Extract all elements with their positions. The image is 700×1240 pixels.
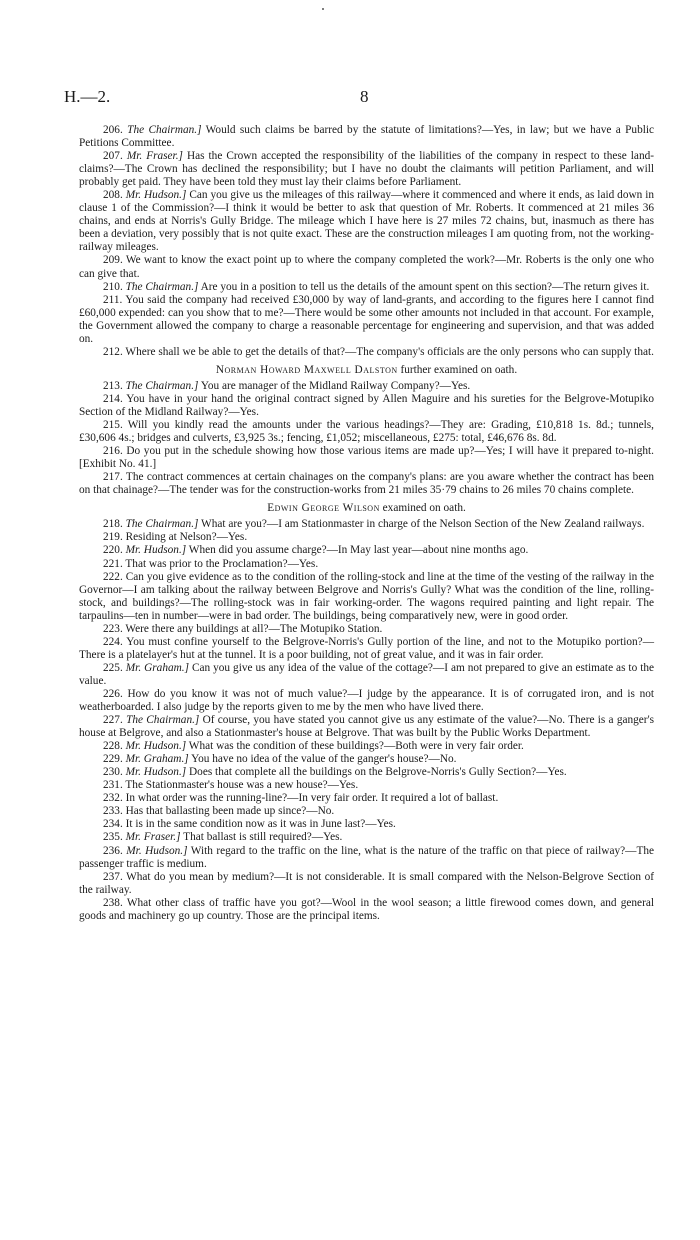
- question-number: 238.: [103, 896, 123, 909]
- question-text: Do you put in the schedule showing how those various items are made up?—Yes; I will have it prepared to-night. [Exhibit No. 41.]: [79, 445, 654, 471]
- question-paragraph: [79, 792, 654, 805]
- question-number: 236.: [103, 844, 123, 857]
- question-text: Does that complete all the buildings on the Belgrove-Norris's Gully Section?—Yes.: [186, 766, 567, 779]
- question-paragraph: [79, 805, 654, 818]
- question-text: The Stationmaster's house was a new house?—Yes.: [122, 779, 359, 792]
- question-number: 219.: [103, 531, 123, 544]
- speaker-name: Mr. Hudson.]: [125, 189, 187, 202]
- question-number: 215.: [103, 419, 123, 432]
- question-paragraph: [79, 189, 654, 254]
- question-text: Can you give us the mileages of this railway—where it commenced and where it ends, as laid down in clause 1 of the Commission?—I think it would be better to ask that question of Mr. Roberts. It commenced at 21 miles 36 chains, and ends at Norris's Gully Bridge. The mileage which I have here is 27 miles 72 chains, but, inasmuch as there has been a deviation, very possibly that is not quite exact. These are the construction mileages I am quoting from, not the working-railway mileages.: [79, 189, 655, 254]
- question-number: 228.: [103, 740, 123, 753]
- question-text: Where shall we be able to get the details of that?—The company's officials are the only persons who can supply that.: [122, 345, 654, 358]
- question-paragraph: [79, 871, 654, 897]
- question-text: What other class of traffic have you got?—Wool in the wool season; a little firewood comes down, and general goods and machinery go up country. Those are the principal items.: [79, 896, 654, 922]
- question-number: 233.: [103, 805, 123, 818]
- question-paragraph: [79, 294, 654, 346]
- page-number: 8: [360, 87, 369, 106]
- question-number: 216.: [103, 445, 123, 458]
- question-text: What are you?—I am Stationmaster in charge of the Nelson Section of the New Zealand railways.: [198, 518, 645, 531]
- speaker-name: Mr. Hudson.]: [125, 740, 187, 753]
- question-paragraph: [79, 558, 654, 571]
- question-text: You said the company had received £30,000 by way of land-grants, and according to the figures here I cannot find £60,000 expended: can you show that to me?—There would be some other amounts not included in that account. For example, the Government allowed the company to charge a reasonable percentage for engineering and supervision, and that was added on.: [79, 293, 654, 345]
- question-text: With regard to the traffic on the line, what is the nature of the traffic on that piece of railway?—The passenger traffic is medium.: [79, 844, 655, 870]
- question-number: 232.: [103, 792, 123, 805]
- question-number: 221.: [103, 557, 123, 570]
- speaker-name: Mr. Hudson.]: [126, 844, 188, 857]
- question-number: 224.: [103, 635, 123, 648]
- question-number: 222.: [103, 570, 123, 583]
- question-text: Has that ballasting been made up since?—No.: [122, 805, 335, 818]
- question-number: 237.: [103, 870, 123, 883]
- question-paragraph: [79, 419, 654, 445]
- question-text: Residing at Nelson?—Yes.: [122, 531, 248, 544]
- question-number: 213.: [103, 379, 123, 392]
- question-number: 208.: [103, 189, 123, 202]
- question-text: Can you give evidence as to the condition of the rolling-stock and line at the time of the vesting of the railway in the Governor—I am talking about the railway between Belgrove and Norris's Gully? What was the condition of the line, rolling-stock, and buildings?—The rolling-stock was in fair working-order. The wagons required painting and light repair. The tarpaulins—ten in number—were in bad order. The buildings, being comparatively new, were in good order.: [79, 570, 654, 622]
- question-paragraph: [79, 544, 654, 557]
- speaker-name: The Chairman.]: [126, 714, 200, 727]
- question-paragraph: [79, 714, 654, 740]
- question-text: The contract commences at certain chainages on the company's plans: are you aware whether the contract has been on that chainage?—The tender was for the construction-works from 21 miles 35·79 chains to 26 miles 70 chains complete.: [79, 471, 654, 497]
- question-number: 220.: [103, 544, 123, 557]
- question-paragraph: [79, 831, 654, 844]
- question-text: You must confine yourself to the Belgrove-Norris's Gully portion of the line, and not to the Motupiko portion?—There is a platelayer's hut at the tunnel. It is a poor building, not of great value, and it was in fair order.: [79, 635, 654, 661]
- question-paragraph: [79, 818, 654, 831]
- question-number: 214.: [103, 392, 123, 405]
- question-number: 230.: [103, 766, 123, 779]
- question-number: 217.: [103, 471, 123, 484]
- question-paragraph: [79, 779, 654, 792]
- page-header: [64, 87, 654, 109]
- question-paragraph: [79, 518, 654, 531]
- question-paragraph: [79, 623, 654, 636]
- question-text: That was prior to the Proclamation?—Yes.: [122, 557, 319, 570]
- question-number: 209.: [103, 254, 123, 267]
- print-mark: [322, 8, 324, 10]
- speaker-name: Mr. Fraser.]: [125, 831, 181, 844]
- question-text: You have in your hand the original contract signed by Allen Maguire and his sureties for the Belgrove-Motupiko Section of the Midland Railway?—Yes.: [79, 392, 654, 418]
- question-paragraph: [79, 471, 654, 497]
- question-number: 210.: [103, 280, 123, 293]
- question-paragraph: [79, 897, 654, 923]
- question-number: 212.: [103, 345, 123, 358]
- speaker-name: The Chairman.]: [127, 124, 202, 136]
- question-number: 231.: [103, 779, 123, 792]
- question-text: What was the condition of these buildings?—Both were in very fair order.: [186, 740, 524, 753]
- document-body: [79, 124, 654, 923]
- question-paragraph: [79, 150, 654, 189]
- question-text: How do you know it was not of much value?—I judge by the appearance. It is of corrugated iron, and is not weatherboarded. I also judge by the reports given to me by the men who have lived there.: [79, 687, 654, 714]
- question-number: 211.: [103, 293, 123, 306]
- question-paragraph: [79, 393, 654, 419]
- question-text: In what order was the running-line?—In very fair order. It required a lot of ballast.: [122, 792, 499, 805]
- question-text: Are you in a position to tell us the details of the amount spent on this section?—The return gives it.: [198, 280, 650, 293]
- speaker-name: Mr. Graham.]: [125, 661, 189, 674]
- speaker-name: Mr. Graham.]: [125, 753, 189, 766]
- question-text: When did you assume charge?—In May last year—about nine months ago.: [186, 544, 529, 557]
- heading-tail: further examined on oath.: [397, 363, 518, 376]
- question-paragraph: [79, 346, 654, 359]
- question-paragraph: [79, 254, 654, 280]
- question-number: 226.: [103, 687, 123, 700]
- speaker-name: The Chairman.]: [125, 280, 199, 293]
- speaker-name: Mr. Fraser.]: [126, 150, 183, 163]
- question-text: Can you give us any idea of the value of the cottage?—I am not prepared to give an estimate as to the value.: [79, 661, 654, 687]
- heading-tail: examined on oath.: [379, 502, 466, 515]
- question-paragraph: [79, 766, 654, 779]
- question-text: We want to know the exact point up to where the company completed the work?—Mr. Roberts is the only one who can give that.: [79, 254, 654, 280]
- question-paragraph: [79, 571, 654, 623]
- question-text: Of course, you have stated you cannot give us any estimate of the value?—No. There is a ganger's house at Belgrove, and also a Stationmaster's house at Belgrove. That was built by the Public Works Department.: [79, 714, 655, 740]
- question-text: Were there any buildings at all?—The Motupiko Station.: [122, 622, 383, 635]
- question-text: Would such claims be barred by the statute of limitations?—Yes, in law; but we have a Public Petitions Committee.: [79, 124, 655, 150]
- question-paragraph: [79, 636, 654, 662]
- question-paragraph: [79, 380, 654, 393]
- question-number: 206.: [103, 124, 123, 136]
- witness-name: Norman Howard Maxwell Dalston: [215, 363, 398, 376]
- question-text: Has the Crown accepted the responsibility of the liabilities of the company in respect to these land-claims?—The Crown has declined the responsibility; but I have no doubt the claimants will petition Parliament, and will probably get paid. They have been told they must lay their claims before Parliament.: [79, 150, 655, 189]
- question-paragraph: [79, 445, 654, 471]
- witness-heading: [79, 502, 654, 515]
- document-reference: H.—2.: [64, 87, 111, 106]
- question-number: 234.: [103, 818, 123, 831]
- question-number: 229.: [103, 753, 123, 766]
- question-text: It is in the same condition now as it was in June last?—Yes.: [122, 818, 396, 831]
- question-paragraph: [79, 531, 654, 544]
- witness-name: Edwin George Wilson: [267, 502, 380, 515]
- question-text: You are manager of the Midland Railway Company?—Yes.: [198, 379, 471, 392]
- speaker-name: The Chairman.]: [125, 379, 199, 392]
- question-text: Will you kindly read the amounts under the various headings?—They are: Grading, £10,818 1s. 8d.; tunnels, £30,606 4s.; bridges and culverts, £3,925 3s.; fencing, £1,052; miscellaneous, £275: total, £46,676 8s. 8d.: [79, 419, 654, 445]
- question-paragraph: [79, 753, 654, 766]
- question-number: 207.: [103, 150, 123, 163]
- question-text: That ballast is still required?—Yes.: [180, 831, 343, 844]
- question-number: 227.: [103, 714, 123, 727]
- question-paragraph: [79, 662, 654, 688]
- speaker-name: The Chairman.]: [125, 518, 199, 531]
- speaker-name: Mr. Hudson.]: [125, 544, 187, 557]
- speaker-name: Mr. Hudson.]: [125, 766, 187, 779]
- question-text: You have no idea of the value of the ganger's house?—No.: [188, 753, 457, 766]
- question-text: What do you mean by medium?—It is not considerable. It is small compared with the Nelson-Belgrove Section of the railway.: [79, 870, 654, 896]
- question-paragraph: [79, 281, 654, 294]
- question-number: 225.: [103, 661, 123, 674]
- witness-heading: [79, 364, 654, 377]
- question-paragraph: [79, 688, 654, 714]
- question-number: 218.: [103, 518, 123, 531]
- question-paragraph: [79, 845, 654, 871]
- question-number: 235.: [103, 831, 123, 844]
- question-number: 223.: [103, 622, 123, 635]
- question-paragraph: [79, 124, 654, 150]
- question-paragraph: [79, 740, 654, 753]
